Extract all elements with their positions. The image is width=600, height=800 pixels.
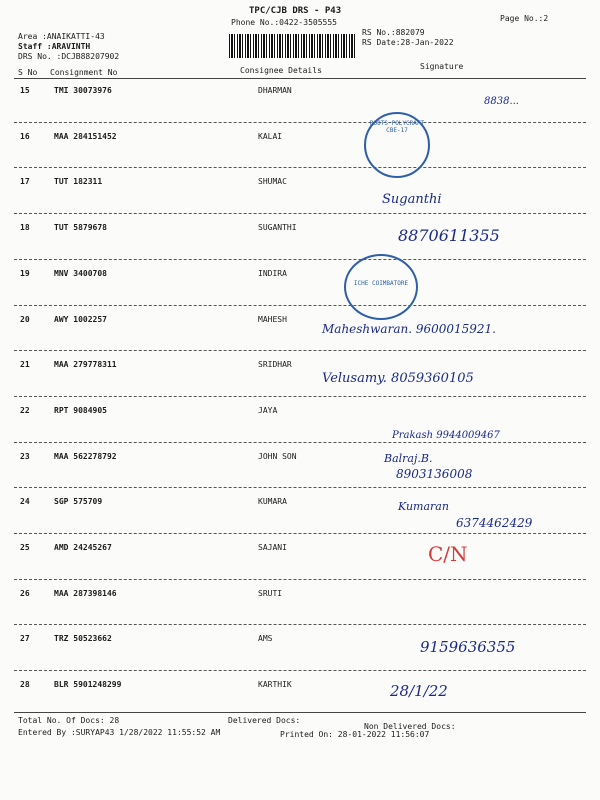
- serial-number: 16: [20, 132, 30, 141]
- consignee-name: KALAI: [258, 132, 283, 141]
- entered-by: Entered By :SURYAP43 1/28/2022 11:55:52 AM: [18, 728, 221, 737]
- drs-number: DRS No. :DCJB88207902: [18, 52, 120, 61]
- consignment-number: TMI 30073976: [54, 86, 112, 95]
- row-divider: [14, 305, 586, 306]
- header-divider: [14, 78, 586, 79]
- handwritten-signature: Velusamy. 8059360105: [322, 371, 474, 386]
- row-divider: [14, 624, 586, 625]
- serial-number: 18: [20, 223, 30, 232]
- serial-number: 19: [20, 269, 30, 278]
- consignee-name: SRIDHAR: [258, 360, 292, 369]
- row-divider: [14, 122, 586, 123]
- coimbatore-stamp: [344, 254, 418, 320]
- handwritten-phone: 9159636355: [420, 638, 516, 656]
- consignee-name: MAHESH: [258, 315, 287, 324]
- handwritten-name: Kumaran: [398, 500, 449, 513]
- serial-number: 15: [20, 86, 30, 95]
- consignee-name: KARTHIK: [258, 680, 292, 689]
- serial-number: 22: [20, 406, 30, 415]
- handwritten-signature: Prakash 9944009467: [392, 430, 500, 441]
- delivered-docs: Delivered Docs:: [228, 716, 301, 725]
- column-header-sno: S No: [18, 68, 38, 77]
- consignment-number: TRZ 50523662: [54, 634, 112, 643]
- column-header-consignee: Consignee Details: [240, 66, 322, 75]
- consignee-name: SAJANI: [258, 543, 287, 552]
- consignment-number: TUT 5879678: [54, 223, 107, 232]
- consignee-name: DHARMAN: [258, 86, 292, 95]
- consignee-name: INDIRA: [258, 269, 287, 278]
- handwritten-phone: 8903136008: [396, 467, 473, 481]
- serial-number: 28: [20, 680, 30, 689]
- serial-number: 26: [20, 589, 30, 598]
- column-header-signature: Signature: [420, 62, 464, 71]
- row-divider: [14, 670, 586, 671]
- consignment-number: AMD 24245267: [54, 543, 112, 552]
- handwritten-signature: Maheshwaran. 9600015921.: [322, 322, 496, 336]
- row-divider: [14, 533, 586, 534]
- area-label: Area :ANAIKATTI-43: [18, 32, 105, 41]
- consignment-number: MAA 284151452: [54, 132, 117, 141]
- consignment-number: MAA 287398146: [54, 589, 117, 598]
- handwritten-phone: 8870611355: [398, 226, 500, 245]
- consignee-name: SRUTI: [258, 589, 283, 598]
- row-divider: [14, 487, 586, 488]
- serial-number: 24: [20, 497, 30, 506]
- non-delivered-docs: Non Delivered Docs:: [364, 722, 456, 731]
- consignee-name: KUMARA: [258, 497, 287, 506]
- serial-number: 25: [20, 543, 30, 552]
- row-divider: [14, 442, 586, 443]
- consignment-number: MAA 279778311: [54, 360, 117, 369]
- stamp-text: ICHE COIMBATORE: [353, 280, 409, 287]
- handwritten-name: Balraj.B.: [384, 452, 433, 465]
- handwritten-phone: 8838...: [484, 96, 519, 107]
- stamp-text: ROOTS POLYCRAFT CBE-17: [369, 120, 425, 134]
- serial-number: 20: [20, 315, 30, 324]
- consignee-name: JAYA: [258, 406, 278, 415]
- consignee-name: AMS: [258, 634, 273, 643]
- row-divider: [14, 350, 586, 351]
- rs-date: RS Date:28-Jan-2022: [362, 38, 454, 47]
- serial-number: 21: [20, 360, 30, 369]
- footer-divider: [14, 712, 586, 713]
- barcode: [229, 34, 355, 58]
- row-divider: [14, 167, 586, 168]
- serial-number: 23: [20, 452, 30, 461]
- consignee-name: JOHN SON: [258, 452, 297, 461]
- consignee-name: SHUMAC: [258, 177, 287, 186]
- consignment-number: MAA 562278792: [54, 452, 117, 461]
- column-header-consignment: Consignment No: [50, 68, 118, 77]
- serial-number: 17: [20, 177, 30, 186]
- consignment-number: BLR 5901248299: [54, 680, 122, 689]
- row-divider: [14, 579, 586, 580]
- staff-label: Staff :ARAVINTH: [18, 42, 91, 51]
- printed-on: Printed On: 28-01-2022 11:56:07: [280, 730, 430, 739]
- row-divider: [14, 213, 586, 214]
- consignee-name: SUGANTHI: [258, 223, 297, 232]
- handwritten-name: Suganthi: [382, 192, 442, 207]
- handwritten-remark: C/N: [428, 542, 468, 566]
- consignment-number: SGP 575709: [54, 497, 103, 506]
- consignment-number: TUT 182311: [54, 177, 103, 186]
- page-number: Page No.:2: [500, 14, 549, 23]
- handwritten-phone: 6374462429: [456, 516, 533, 530]
- rs-number: RS No.:882079: [362, 28, 425, 37]
- row-divider: [14, 259, 586, 260]
- document-title: TPC/CJB DRS - P43: [249, 6, 342, 16]
- consignment-number: AWY 1002257: [54, 315, 107, 324]
- consignment-number: MNV 3400708: [54, 269, 107, 278]
- phone-number: Phone No.:0422-3505555: [231, 18, 337, 27]
- row-divider: [14, 396, 586, 397]
- handwritten-date: 28/1/22: [390, 682, 448, 700]
- consignment-number: RPT 9084905: [54, 406, 107, 415]
- total-docs: Total No. Of Docs: 28: [18, 716, 120, 725]
- serial-number: 27: [20, 634, 30, 643]
- company-stamp: [364, 112, 430, 178]
